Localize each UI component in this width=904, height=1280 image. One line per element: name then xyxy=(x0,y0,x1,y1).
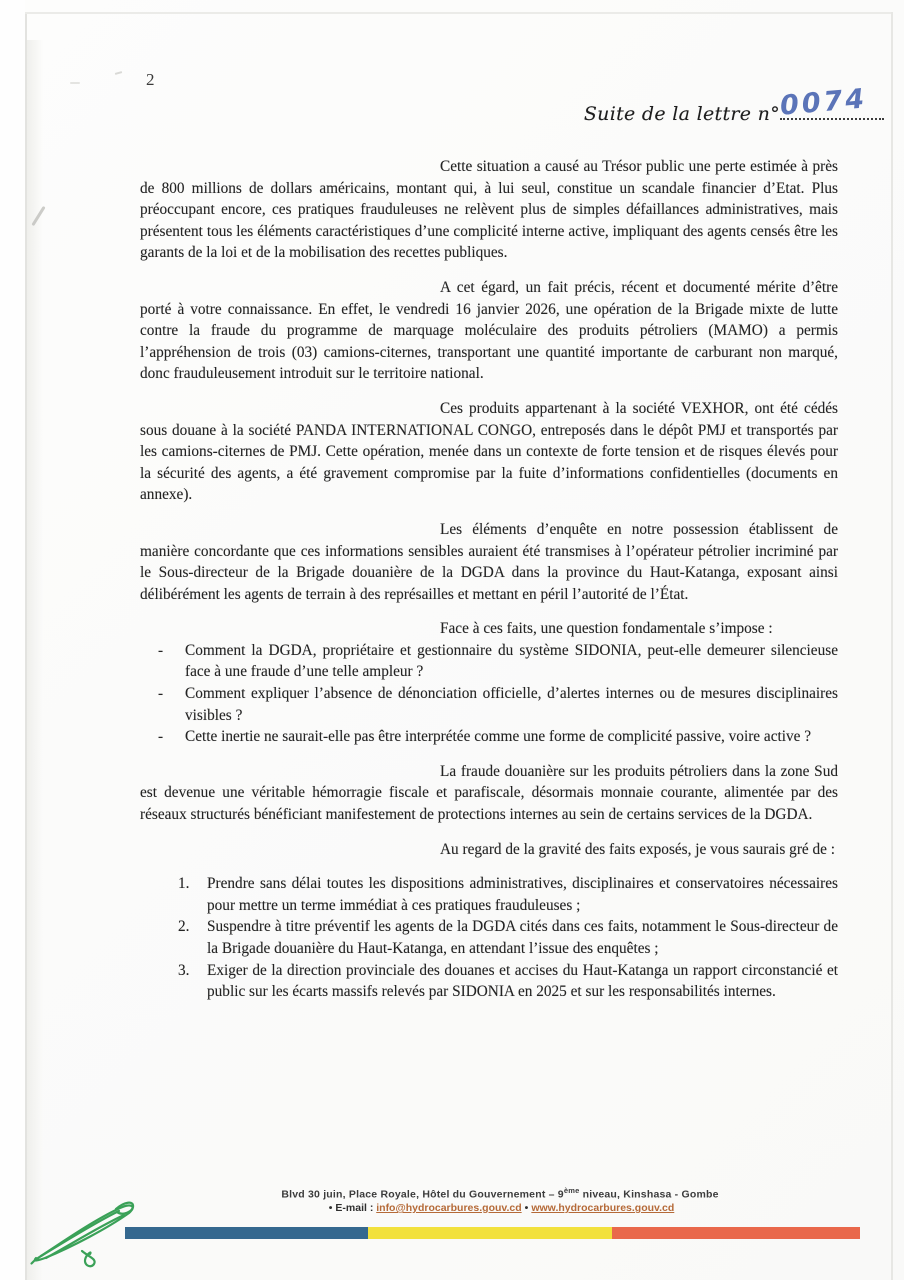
paragraph-treasury-loss: Cette situation a causé au Trésor public une perte estimée à près de 800 millions de dollars américains, montant qui, à lui seul, constitue un scandale financier d’Etat. Plus préoccupant encore, ces pratiques frauduleuses ne relèvent plus de simples défaillances administratives, mais présentent tous les éléments caractéristiques d’une complicité interne active, impliquant des agents censés être les garants de la loi et de la mobilisation des recettes publiques. xyxy=(140,158,838,262)
dotted-leader-line xyxy=(778,83,884,122)
request-text: Exiger de la direction provinciale des douanes et accises du Haut-Katanga un rapport circonstancié et public sur les écarts massifs relevés par SIDONIA en 2025 et sur les responsabilités internes. xyxy=(207,961,838,1001)
request-text: Suspendre à titre préventif les agents de la DGDA cités dans ces faits, notamment le Sous-directeur de la Brigade douanière du Haut-Katanga, en attendant l’issue des enquêtes ; xyxy=(207,918,838,957)
paragraph-fraud-hemorrhage: La fraude douanière sur les produits pétroliers dans la zone Sud est devenue une véritable hémorragie fiscale et parafiscale, désormais monnaie courante, alimentée par des réseaux structurés bénéficiant manifestement de protections internes au sein de certains services de la DGDA. xyxy=(140,762,838,824)
dash-marker: - xyxy=(158,685,164,703)
page-number: 2 xyxy=(146,70,155,89)
email-link[interactable]: info@hydrocarbures.gouv.cd xyxy=(376,1202,522,1214)
letter-continuation-header xyxy=(583,83,884,125)
closing-request-intro: Au regard de la gravité des faits exposés, je vous saurais gré de : xyxy=(440,840,836,858)
request-text: Prendre sans délai toutes les dispositions administratives, disciplinaires et conservatoires nécessaires pour mettre un terme immédiat à ces pratiques frauduleuses ; xyxy=(207,875,838,914)
paragraph-investigation: Les éléments d’enquête en notre possession établissent de manière concordante que ces informations sensibles auraient été transmises à l’opérateur pétrolier incriminé par le Sous-directeur de la Brigade douanière de la DGDA dans la province du Haut-Katanga, exposant ainsi délibérément les agents de terrain à des représailles et mettant en péril l’autorité de l’État. xyxy=(140,520,838,603)
number-marker: 3. xyxy=(178,961,190,979)
scan-edge-left-shade xyxy=(27,40,43,1280)
bar-segment-blue xyxy=(125,1227,368,1239)
handwritten-letter-number: 0074 xyxy=(778,83,869,122)
footer-tricolor-bar xyxy=(125,1227,860,1239)
dash-marker: - xyxy=(158,641,164,659)
question-text: Cette inertie ne saurait-elle pas être interprétée comme une forme de complicité passive, voire active ? xyxy=(185,728,812,746)
scan-speck xyxy=(70,82,80,84)
footer-contacts xyxy=(140,1202,860,1214)
email-label: E-mail : xyxy=(335,1202,377,1214)
list-item xyxy=(140,726,838,748)
scan-edge-left-strip xyxy=(0,0,25,1280)
footer-address xyxy=(140,1186,860,1201)
bullet-separator: • xyxy=(328,1202,333,1214)
list-item xyxy=(140,640,838,683)
question-list xyxy=(140,640,838,748)
question-text: Comment expliquer l’absence de dénonciation officielle, d’alertes internes ou de mesures disciplinaires visibles ? xyxy=(185,685,838,724)
address-text: Blvd 30 juin, Place Royale, Hôtel du Gouvernement – 9 xyxy=(281,1188,564,1201)
questions-intro: Face à ces faits, une question fondamentale s’impose : xyxy=(440,620,773,638)
list-item xyxy=(140,873,838,916)
list-item xyxy=(140,960,838,1003)
paragraph-vexhor-panda: Ces produits appartenant à la société VEXHOR, ont été cédés sous douane à la société PANDA INTERNATIONAL CONGO, entreposés dans le dépôt PMJ et transportés par les camions-citernes de PMJ. Cette opération, menée dans un contexte de forte tension et de risques élevés pour la sécurité des agents, a été gravement compromise par la fuite d’informations confidentielles (documents en annexe). xyxy=(140,399,838,504)
bullet-separator: • xyxy=(524,1202,529,1214)
bar-segment-red xyxy=(612,1227,860,1239)
green-pen-signature-squiggle xyxy=(28,1194,148,1272)
page-edge-right xyxy=(891,12,893,1280)
number-marker: 2. xyxy=(178,918,190,936)
scan-speck xyxy=(115,71,122,75)
page-edge-top xyxy=(25,12,891,14)
bar-segment-yellow xyxy=(368,1227,612,1239)
website-link[interactable]: www.hydrocarbures.gouv.cd xyxy=(531,1202,675,1214)
question-text: Comment la DGDA, propriétaire et gestionnaire du système SIDONIA, peut-elle demeurer silencieuse face à une fraude d’une telle ampleur ? xyxy=(185,641,838,681)
page-edge-left xyxy=(25,12,27,1280)
dash-marker: - xyxy=(158,728,164,746)
suite-label: Suite de la lettre n° xyxy=(583,103,780,125)
list-item xyxy=(140,916,838,959)
letter-body xyxy=(140,156,838,1003)
address-superscript: ème xyxy=(563,1186,580,1195)
list-item xyxy=(140,683,838,726)
requests-list xyxy=(140,873,838,1003)
address-text: niveau, Kinshasa - Gombe xyxy=(579,1188,719,1201)
paragraph-mamo-operation: A cet égard, un fait précis, récent et documenté mérite d’être porté à votre connaissance. En effet, le vendredi 16 janvier 2026, une opération de la Brigade mixte de lutte contre la fraude du programme de marquage moléculaire des produits pétroliers (MAMO) a permis l’appréhension de trois (03) camions-citernes, transportant une quantité importante de carburant non marqué, donc frauduleusement introduit sur le territoire national. xyxy=(140,278,838,383)
number-marker: 1. xyxy=(178,875,190,893)
